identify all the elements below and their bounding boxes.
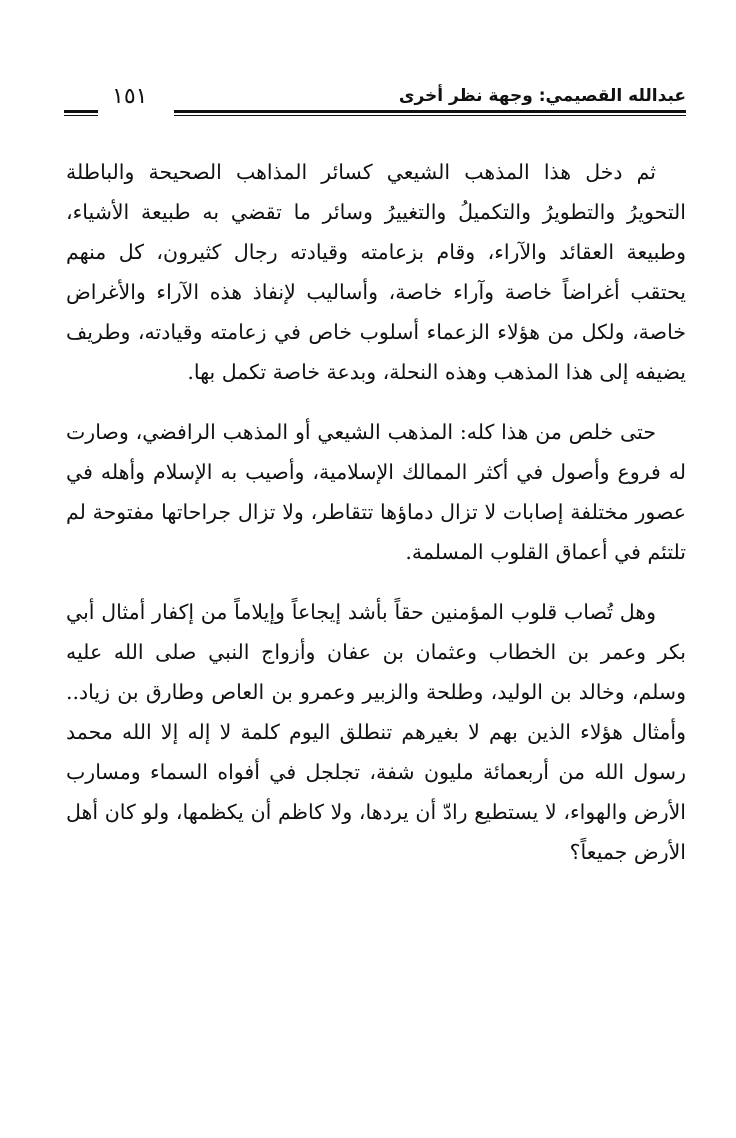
paragraph-2: حتى خلص من هذا كله: المذهب الشيعي أو المذهب الرافضي، وصارت له فروع وأصول في أكثر الممالك الإسلامية، وأصيب به الإسلام وأهله في عصور مختلفة إصابات لا تزال دماؤها تتقاطر، ولا تزال جراحاتها مفتوحة لم تلتئم في أعماق القلوب المسلمة.	[66, 420, 686, 564]
paragraph-3: وهل تُصاب قلوب المؤمنين حقاً بأشد إيجاعاً وإيلاماً من إكفار أمثال أبي بكر وعمر بن الخطاب وعثمان بن عفان وأزواج النبي صلى الله عليه وسلم، وخالد بن الوليد، وطلحة والزبير وعمرو بن العاص وطارق بن زياد.. وأمثال هؤلاء الذين بهم لا بغيرهم تنطلق اليوم كلمة لا إله إلا الله محمد رسول الله من أربعمائة مليون شفة، تجلجل في أفواه السماء ومسارب الأرض والهواء، لا يستطيع رادّ أن يردها، ولا كاظم أن يكظمها، ولو كان أهل الأرض جميعاً؟	[66, 600, 686, 864]
paragraph-1: ثم دخل هذا المذهب الشيعي كسائر المذاهب الصحيحة والباطلة التحويرُ والتطويرُ والتكميلُ والتغييرُ وسائر ما تقضي به طبيعة الأشياء، وطبيعة العقائد والآراء، وقام بزعامته وقيادته رجال كثيرون، كل منهم يحتقب أغراضاً خاصة وآراء خاصة، وأساليب لإنفاذ هذه الآراء والأغراض خاصة، ولكل من هؤلاء الزعماء أسلوب خاص في زعامته وقيادته، وطريف يضيفه إلى هذا المذهب وهذه النحلة، وبدعة خاصة تكمل بها.	[66, 160, 686, 384]
running-title: عبدالله القصيمي: وجهة نظر أخرى	[398, 86, 686, 106]
header-rule-short	[64, 110, 98, 116]
body-text	[66, 152, 686, 892]
page-number: ١٥١	[112, 84, 148, 109]
page-header	[64, 84, 686, 124]
header-rule	[174, 110, 686, 116]
